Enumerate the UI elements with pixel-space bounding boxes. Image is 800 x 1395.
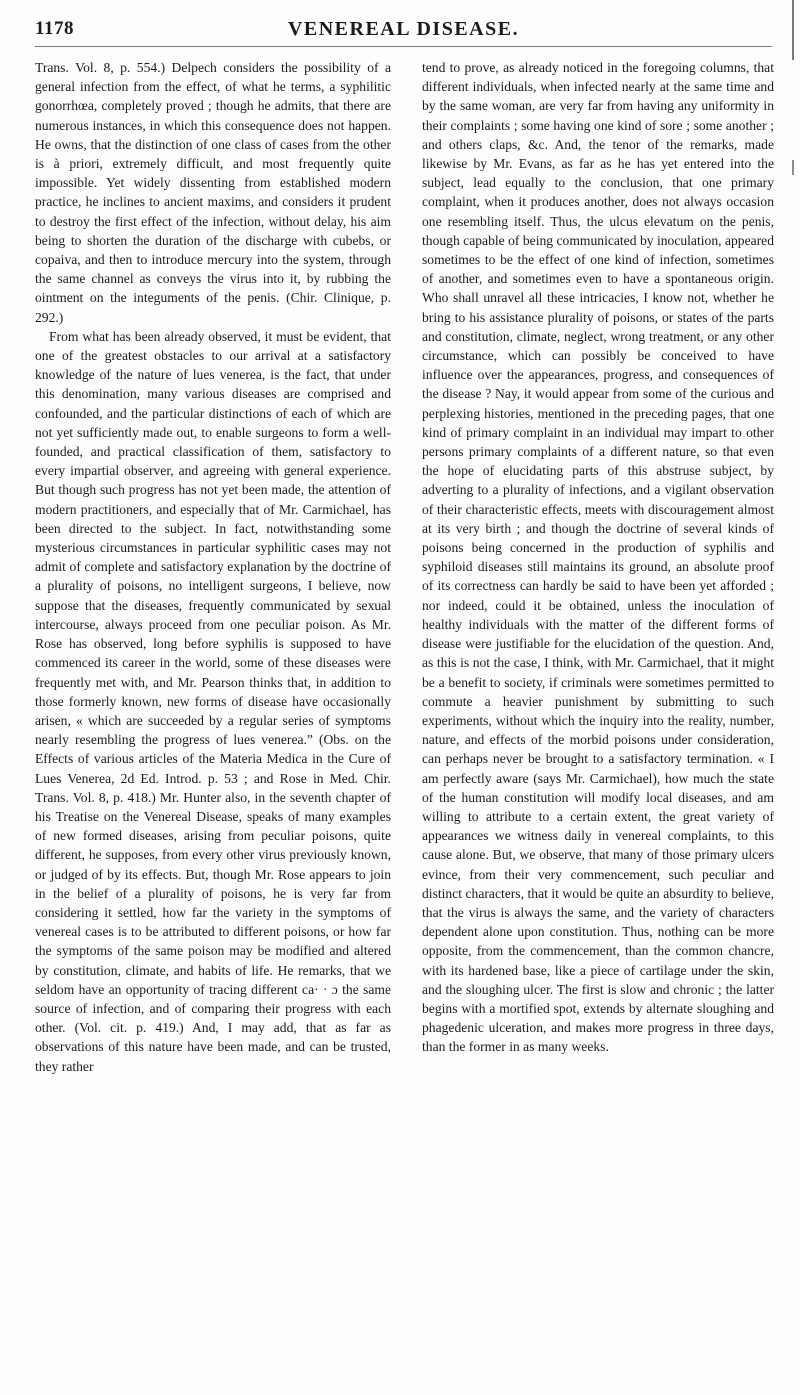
left-paragraph-2: From what has been already observed, it must be evident, that one of the greatest obstacles to our arrival at a satisfactory knowledge of the nature of lues venerea, is the fact, that under this denomination, many various diseases are comprised and confounded, and the particular distinctions of each of which are not yet sufficiently made out, to enable surgeons to form a well-founded, and practical classification of them, satisfactory to every impartial observer, and agreeing with general experience. But though such progress has not yet been made, the attention of modern practitioners, and especially that of Mr. Carmichael, has been directed to the subject. In fact, notwithstanding some mysterious circumstances in particular syphilitic cases may not admit of complete and satisfactory explanation by the doctrine of a plurality of poisons, no intelligent surgeons, I believe, now suppose that the diseases, frequently communicated by sexual intercourse, always proceed from one peculiar poison. As Mr. Rose has observed, long before syphilis is supposed to have commenced its career in the world, some of these diseases were frequently met with, and Mr. Pearson thinks that, in addition to those formerly known, new forms of disease have occasionally arisen, « which are succeeded by a regular series of symptoms nearly resembling the progress of lues venerea.” (Obs. on the Effects of various articles of the Materia Medica in the Cure of Lues Venerea, 2d Ed. Introd. p. 53 ; and Rose in Med. Chir. Trans. Vol. 8, p. 418.) Mr. Hunter also, in the seventh chapter of his Treatise on the Venereal Disease, speaks of many examples of new formed diseases, arising from peculiar poisons, quite different, he supposes, from every other virus previously known, or judged of by its effects. But, though Mr. Rose appears to join in the belief of a plurality of poisons, he is very far from considering it settled, how far the variety in the symptoms of venereal cases is to be attributed to different poisons, or how far the symptoms of the same poison may be modified and altered by constitution, climate, and habits of life. He remarks, that we seldom have an opportunity of tracing different ca· · ɔ the same source of infection, and of comparing their progress with each other. (Vol. cit. p. 419.) And, I may add, that as far as observations of this nature have been made, and can be trusted, they rather	[35, 328, 391, 1074]
section-title: VENEREAL DISEASE.	[287, 18, 520, 40]
header-rule	[35, 46, 772, 47]
two-column-body	[35, 58, 775, 1383]
running-head	[35, 18, 772, 46]
page-number: 1178	[35, 18, 74, 39]
right-paragraph-1: tend to prove, as already noticed in the foregoing columns, that different individuals, when infected nearly at the same time and by the same woman, are very far from having any uniformity in their complaints ; some having one kind of sore ; some another ; and others claps, &c. And, the tenor of the remarks, made likewise by Mr. Evans, as far as he has yet entered into the subject, lead equally to the conclusion, that one primary complaint, when it produces another, does not always occasion one resembling itself. Thus, the ulcus elevatum on the penis, though capable of being communicated by inoculation, appeared sometimes to be the effect of one kind of infection, sometimes of another, and sometimes even to have a spontaneous origin. Who shall unravel all these intricacies, I know not, whether he bring to his assistance plurality of poisons, or states of the parts and constitution, climate, neglect, wrong treatment, or any other circumstance, which can possibly be conceived to have influence over the appearances, progress, and consequences of the disease ? Nay, it would appear from some of the curious and perplexing histories, mentioned in the preceding pages, that one kind of primary complaint in an individual may impart to other persons primary complaints of a different nature, so that even the hope of elucidating parts of this abstruse subject, by adverting to a plurality of infections, and a vigilant observation of their characteristic effects, meets with discouragement almost at its very birth ; and though the doctrine of several kinds of poisons being concerned in the production of syphilis and syphiloid diseases still maintains its ground, an absolute proof of its correctness can hardly be said to have been yet afforded ; nor indeed, could it be obtained, unless the inoculation of healthy individuals with the matter of the different forms of disease were justifiable for the elucidation of the question. And, as this is not the case, I think, with Mr. Carmichael, that it might be a benefit to society, if criminals were sometimes permitted to commute a heavier punishment by submitting to such experiments, without which the inquiry into the reality, number, nature, and effects of the morbid poisons under consideration, can perhaps never be brought to a satisfactory termination. « I am perfectly aware (says Mr. Carmichael), how much the state of the human constitution will modify local diseases, and am willing to attribute to a certain extent, the great variety of appearances we witness daily in venereal complaints, to this cause alone. But, we observe, that many of those primary ulcers evince, from their very commencement, such peculiar and distinct characters, that it would be quite an absurdity to believe, that the virus is always the same, and the variety of characters dependent alone upon constitution. Thus, nothing can be more opposite, from the commencement, than the common chancre, with its hardened base, like a piece of cartilage under the skin, and the sloughing ulcer. The first is slow and chronic ; the latter begins with a mortified spot, extends by alternate sloughing and phagedenic ulceration, and makes more progress in three days, than the former in as many weeks.	[422, 60, 774, 1055]
right-column	[422, 58, 774, 1057]
left-paragraph-1: Trans. Vol. 8, p. 554.) Delpech considers the possibility of a general infection from the effect, of what he terms, a syphilitic gonorrhœa, completely proved ; though he admits, that there are numerous instances, in which this consequence does not happen. He owns, that the distinction of one class of cases from the other is à priori, extremely difficult, and most frequently quite impossible. Yet widely dissenting from established modern practice, he inclines to ancient maxims, and considers it prudent to destroy the first effect of the infection, without delay, his aim being to shorten the duration of the discharge with cubebs, or copaiva, and then to introduce mercury into the system, through the same channel as conveys the virus into it, by rubbing the ointment on the integuments of the penis. (Chir. Clinique, p. 292.)	[35, 60, 391, 325]
page-edge-shadow	[792, 0, 794, 1395]
left-column	[35, 58, 391, 1076]
